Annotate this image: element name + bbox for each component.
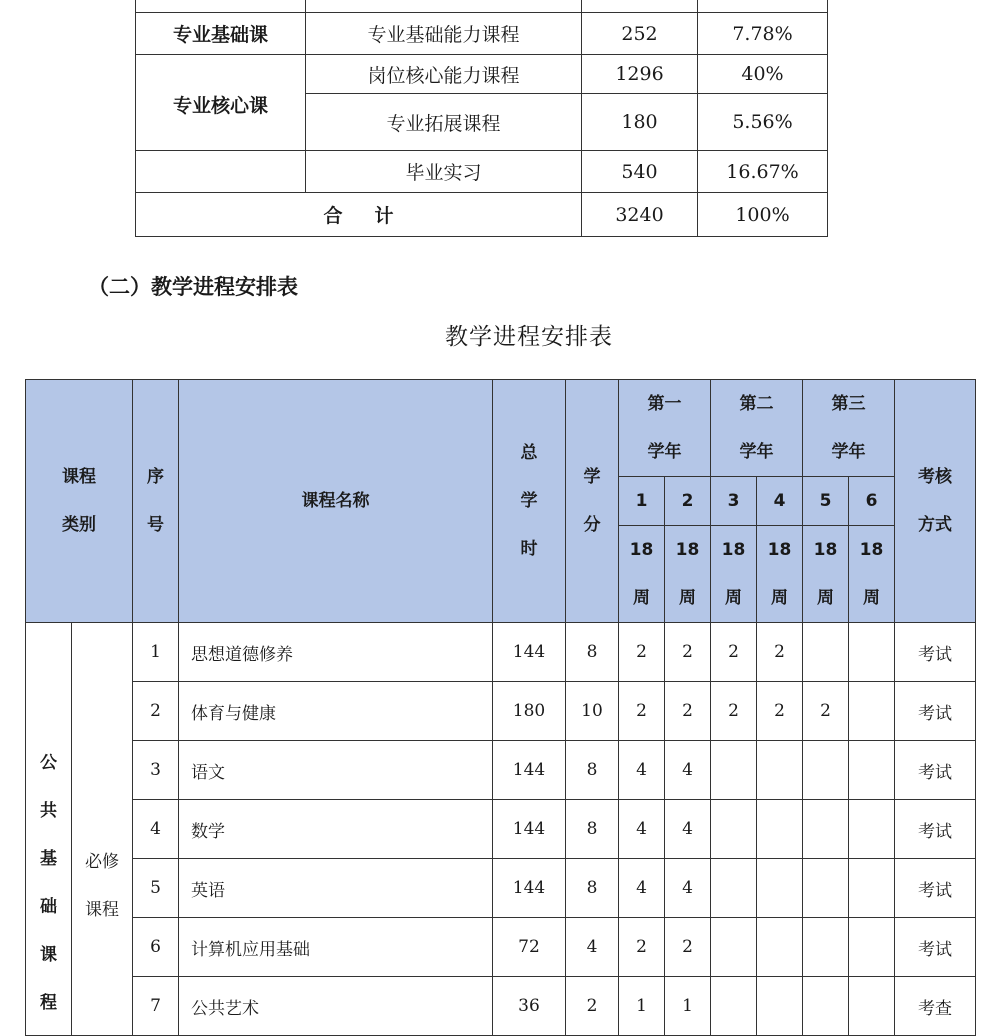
group-label-char: 公 [40, 753, 57, 773]
header-year-2 [711, 380, 803, 477]
course-semester-hours: 4 [665, 859, 711, 918]
course-row [26, 741, 976, 800]
course-credits: 4 [566, 918, 619, 977]
weeks-num: 18 [813, 540, 838, 560]
course-semester-hours [757, 800, 803, 859]
subgroup-label-line: 必修 [85, 852, 119, 872]
course-semester-hours: 4 [665, 741, 711, 800]
summary-percent: 40% [698, 55, 828, 94]
course-hours: 144 [493, 800, 566, 859]
course-row [26, 800, 976, 859]
header-credits [566, 380, 619, 623]
course-row [26, 682, 976, 741]
course-semester-hours [757, 977, 803, 1036]
weeks-num: 18 [767, 540, 792, 560]
group-label-char: 础 [40, 897, 57, 917]
header-hours-line: 学 [520, 491, 538, 511]
course-semester-hours: 2 [711, 682, 757, 741]
group-label-char: 程 [40, 993, 57, 1013]
header-assessment [895, 380, 976, 623]
course-semester-hours [711, 741, 757, 800]
header-year-1 [619, 380, 711, 477]
course-name: 计算机应用基础 [179, 918, 493, 977]
course-semester-hours [849, 977, 895, 1036]
course-seq: 5 [133, 859, 179, 918]
course-seq: 3 [133, 741, 179, 800]
course-name: 思想道德修养 [179, 623, 493, 682]
header-assess-line: 方式 [918, 515, 952, 535]
group-label-char: 基 [40, 849, 57, 869]
header-weeks [711, 526, 757, 623]
course-hours: 180 [493, 682, 566, 741]
course-credits: 2 [566, 977, 619, 1036]
course-name: 英语 [179, 859, 493, 918]
summary-row [136, 0, 828, 13]
summary-category: 专业基础课 [136, 13, 306, 55]
course-semester-hours: 4 [619, 741, 665, 800]
course-group-label [26, 623, 72, 1036]
course-semester-hours: 2 [665, 623, 711, 682]
summary-total-percent: 100% [698, 193, 828, 237]
course-name: 公共艺术 [179, 977, 493, 1036]
course-semester-hours [757, 859, 803, 918]
course-rows [26, 623, 976, 1036]
course-semester-hours [803, 859, 849, 918]
total-label-text: 合计 [323, 205, 426, 227]
header-assess-line: 考核 [918, 467, 952, 487]
header-semester: 3 [711, 477, 757, 526]
course-semester-hours: 1 [619, 977, 665, 1036]
summary-category [136, 0, 306, 13]
section-heading: （二）教学进程安排表 [88, 275, 298, 299]
course-seq: 2 [133, 682, 179, 741]
course-row [26, 859, 976, 918]
course-credits: 8 [566, 859, 619, 918]
header-year-line: 第二 [739, 394, 774, 414]
course-credits: 8 [566, 741, 619, 800]
header-category-line: 课程 [62, 467, 96, 487]
weeks-unit: 周 [771, 588, 788, 608]
course-semester-hours [803, 623, 849, 682]
course-semester-hours [803, 741, 849, 800]
weeks-unit: 周 [817, 588, 834, 608]
course-assessment: 考试 [895, 741, 976, 800]
course-assessment: 考试 [895, 918, 976, 977]
schedule-table [25, 379, 976, 1036]
header-semester: 6 [849, 477, 895, 526]
course-semester-hours: 4 [665, 800, 711, 859]
summary-course: 岗位核心能力课程 [306, 55, 582, 94]
weeks-num: 18 [859, 540, 884, 560]
summary-row [136, 55, 828, 94]
summary-course: 专业拓展课程 [306, 94, 582, 151]
course-seq: 1 [133, 623, 179, 682]
header-semester: 1 [619, 477, 665, 526]
header-credits-line: 学 [583, 467, 601, 487]
course-hours: 72 [493, 918, 566, 977]
course-semester-hours: 2 [757, 623, 803, 682]
weeks-num: 18 [721, 540, 746, 560]
summary-course: 专业基础能力课程 [306, 13, 582, 55]
course-seq: 7 [133, 977, 179, 1036]
summary-category: 专业核心课 [136, 55, 306, 151]
course-semester-hours [849, 623, 895, 682]
course-semester-hours [711, 859, 757, 918]
course-seq: 4 [133, 800, 179, 859]
header-semester: 5 [803, 477, 849, 526]
course-row [26, 918, 976, 977]
course-semester-hours [849, 800, 895, 859]
header-weeks [665, 526, 711, 623]
course-semester-hours: 2 [665, 682, 711, 741]
course-semester-hours [849, 682, 895, 741]
course-semester-hours: 4 [619, 859, 665, 918]
header-total-hours [493, 380, 566, 623]
summary-row [136, 151, 828, 193]
header-category-line: 类别 [62, 515, 96, 535]
course-name: 语文 [179, 741, 493, 800]
weeks-unit: 周 [679, 588, 696, 608]
summary-percent: 7.78% [698, 13, 828, 55]
course-semester-hours: 2 [665, 918, 711, 977]
header-category [26, 380, 133, 623]
course-semester-hours: 2 [619, 623, 665, 682]
header-year-line: 第一 [647, 394, 682, 414]
summary-category [136, 151, 306, 193]
course-assessment: 考查 [895, 977, 976, 1036]
course-credits: 8 [566, 623, 619, 682]
weeks-unit: 周 [725, 588, 742, 608]
summary-hours: 540 [582, 151, 698, 193]
course-semester-hours: 2 [619, 918, 665, 977]
course-hours: 36 [493, 977, 566, 1036]
course-credits: 8 [566, 800, 619, 859]
summary-total-hours: 3240 [582, 193, 698, 237]
course-semester-hours: 2 [711, 623, 757, 682]
course-assessment: 考试 [895, 623, 976, 682]
header-seq-line: 序 [147, 467, 164, 487]
course-row [26, 977, 976, 1036]
header-year-line: 学年 [647, 442, 682, 462]
summary-hours: 180 [582, 94, 698, 151]
course-semester-hours [803, 977, 849, 1036]
course-subgroup-label [72, 623, 133, 1036]
header-row [26, 380, 976, 477]
header-year-line: 第三 [831, 394, 866, 414]
header-year-3 [803, 380, 895, 477]
weeks-num: 18 [629, 540, 654, 560]
course-row [26, 623, 976, 682]
summary-row [136, 13, 828, 55]
header-semester: 2 [665, 477, 711, 526]
course-semester-hours [757, 741, 803, 800]
header-credits-line: 分 [583, 515, 601, 535]
course-semester-hours [711, 918, 757, 977]
course-semester-hours [711, 977, 757, 1036]
weeks-unit: 周 [863, 588, 880, 608]
summary-course [306, 0, 582, 13]
course-semester-hours [849, 918, 895, 977]
course-assessment: 考试 [895, 800, 976, 859]
course-seq: 6 [133, 918, 179, 977]
header-weeks [757, 526, 803, 623]
weeks-unit: 周 [633, 588, 650, 608]
course-semester-hours: 2 [757, 682, 803, 741]
summary-hours: 252 [582, 13, 698, 55]
course-semester-hours: 4 [619, 800, 665, 859]
header-weeks [849, 526, 895, 623]
header-semester: 4 [757, 477, 803, 526]
course-semester-hours [757, 918, 803, 977]
summary-hours [582, 0, 698, 13]
group-label-char: 共 [40, 801, 57, 821]
summary-percent: 16.67% [698, 151, 828, 193]
subgroup-label-line: 课程 [85, 900, 119, 920]
course-semester-hours [711, 800, 757, 859]
summary-total-label [136, 193, 582, 237]
summary-total-row [136, 193, 828, 237]
course-semester-hours [803, 918, 849, 977]
summary-percent: 5.56% [698, 94, 828, 151]
course-semester-hours: 2 [803, 682, 849, 741]
course-semester-hours: 1 [665, 977, 711, 1036]
header-hours-line: 时 [520, 539, 538, 559]
summary-course: 毕业实习 [306, 151, 582, 193]
summary-hours: 1296 [582, 55, 698, 94]
header-weeks [619, 526, 665, 623]
course-credits: 10 [566, 682, 619, 741]
header-course-name: 课程名称 [179, 380, 493, 623]
course-assessment: 考试 [895, 682, 976, 741]
course-assessment: 考试 [895, 859, 976, 918]
summary-percent [698, 0, 828, 13]
course-semester-hours [849, 741, 895, 800]
course-name: 体育与健康 [179, 682, 493, 741]
course-hours: 144 [493, 859, 566, 918]
course-hours: 144 [493, 623, 566, 682]
course-name: 数学 [179, 800, 493, 859]
table-caption: 教学进程安排表 [445, 324, 613, 350]
course-semester-hours [803, 800, 849, 859]
group-label-char: 课 [40, 945, 57, 965]
header-weeks [803, 526, 849, 623]
header-seq-line: 号 [147, 515, 164, 535]
weeks-num: 18 [675, 540, 700, 560]
header-year-line: 学年 [739, 442, 774, 462]
header-seq [133, 380, 179, 623]
summary-table [135, 0, 828, 237]
course-semester-hours: 2 [619, 682, 665, 741]
course-hours: 144 [493, 741, 566, 800]
course-semester-hours [849, 859, 895, 918]
header-year-line: 学年 [831, 442, 866, 462]
header-hours-line: 总 [520, 443, 538, 463]
